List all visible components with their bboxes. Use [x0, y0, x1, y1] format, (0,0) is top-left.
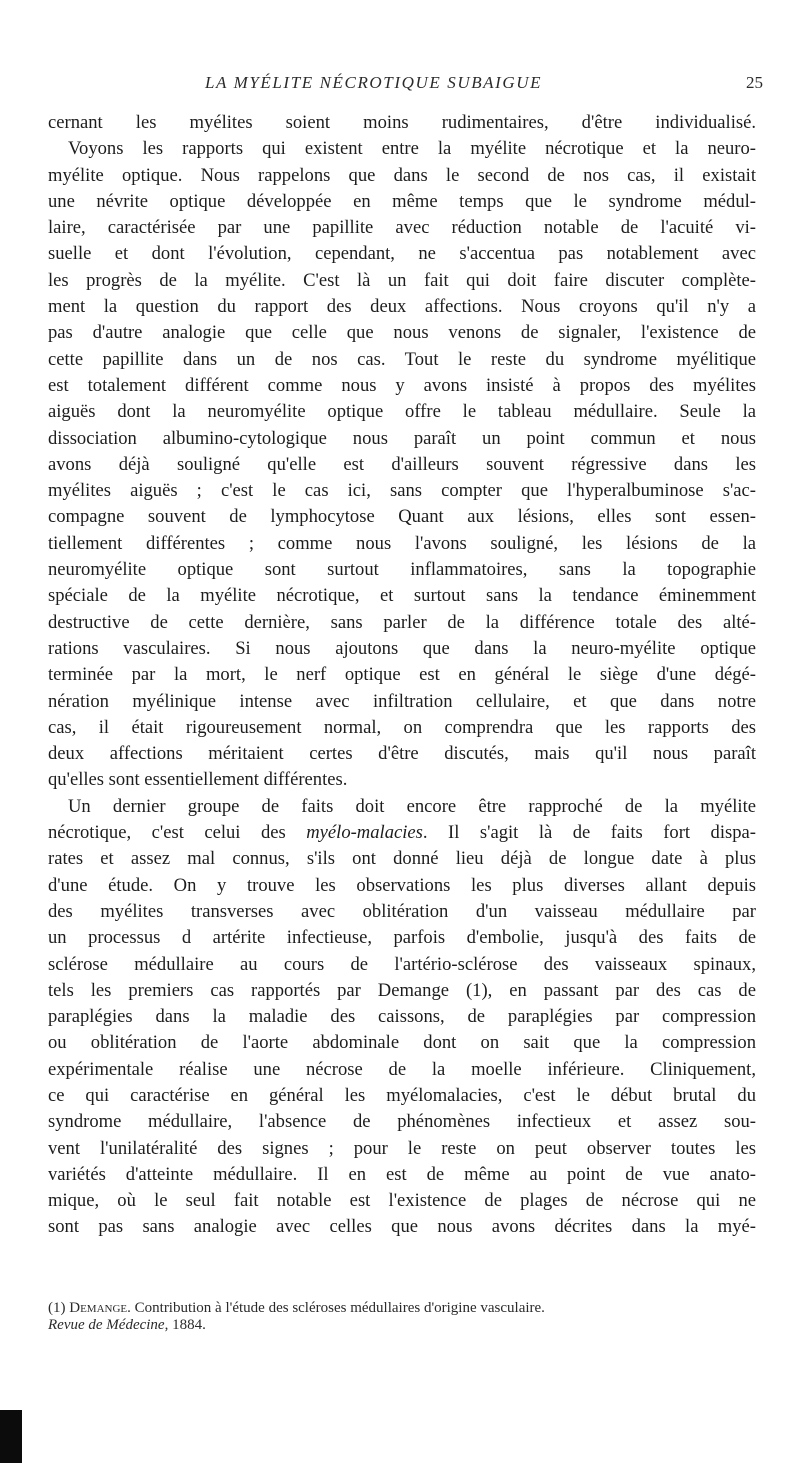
footnote: [48, 1300, 758, 1334]
text-line: paraplégies dans la maladie des caissons, de paraplégies par compression: [48, 1006, 756, 1028]
text-segment: . Il s'agit là de faits fort dispa-: [422, 822, 756, 844]
text-line: est totalement différent comme nous y avons insisté à propos des myélites: [48, 374, 756, 396]
text-line-with-term: [48, 820, 756, 846]
text-line: laire, caractérisée par une papillite avec réduction notable de l'acuité vi-: [48, 217, 756, 239]
text-segment: nécrotique, c'est celui des: [48, 822, 286, 844]
footnote-line: [48, 1300, 758, 1317]
text-line: des myélites transverses avec oblitération d'un vaisseau médullaire par: [48, 900, 756, 922]
text-line: les progrès de la myélite. C'est là un fait qui doit faire discuter complète-: [48, 269, 756, 291]
text-line: cas, il était rigoureusement normal, on comprendra que les rapports des: [48, 716, 756, 738]
scan-edge-mark: [0, 1410, 22, 1463]
text-line: rates et assez mal connus, s'ils ont donné lieu déjà de longue date à plus: [48, 848, 756, 870]
text-line: Voyons les rapports qui existent entre la myélite nécrotique et la neuro-: [68, 138, 756, 160]
text-line: ou oblitération de l'aorte abdominale dont on sait que la compression: [48, 1032, 756, 1054]
text-line: un processus d artérite infectieuse, parfois d'embolie, jusqu'à des faits de: [48, 927, 756, 949]
text-line: avons déjà souligné qu'elle est d'ailleurs souvent régressive dans les: [48, 453, 756, 475]
text-line: pas d'autre analogie que celle que nous venons de signaler, l'existence de: [48, 322, 756, 344]
text-line: neuromyélite optique sont surtout inflammatoires, sans la topographie: [48, 559, 756, 581]
running-head: [0, 73, 800, 97]
text-line: mique, où le seul fait notable est l'existence de plages de nécrose qui ne: [48, 1190, 756, 1212]
body-text: [48, 110, 756, 1241]
text-line: qu'elles sont essentiellement différentes.: [48, 769, 348, 791]
text-line: ment la question du rapport des deux affections. Nous croyons qu'il n'y a: [48, 296, 756, 318]
footnote-year: , 1884.: [164, 1317, 206, 1333]
text-line: Un dernier groupe de faits doit encore être rapproché de la myélite: [68, 795, 756, 817]
text-line: nération myélinique intense avec infiltration cellulaire, et que dans notre: [48, 690, 756, 712]
text-line: myélite optique. Nous rappelons que dans le second de nos cas, il existait: [48, 164, 756, 186]
text-line: aiguës dont la neuromyélite optique offre le tableau médullaire. Seule la: [48, 401, 756, 423]
text-line: destructive de cette dernière, sans parler de la différence totale des alté-: [48, 611, 756, 633]
text-line: compagne souvent de lymphocytose Quant aux lésions, elles sont essen-: [48, 506, 756, 528]
text-line: myélites aiguës ; c'est le cas ici, sans compter que l'hyperalbuminose s'ac-: [48, 480, 756, 502]
italic-term: myélo-malacies: [306, 822, 423, 844]
text-line: suelle et dont l'évolution, cependant, ne s'accentua pas notablement avec: [48, 243, 756, 265]
paragraph-1: [48, 110, 756, 794]
footnote-marker: (1): [48, 1300, 66, 1316]
text-line: tels les premiers cas rapportés par Demange (1), en passant par des cas de: [48, 979, 756, 1001]
text-line: tiellement différentes ; comme nous l'avons souligné, les lésions de la: [48, 532, 756, 554]
text-line: cernant les myélites soient moins rudimentaires, d'être individualisé.: [48, 112, 756, 133]
text-line: vent l'unilatéralité des signes ; pour le reste on peut observer toutes les: [48, 1137, 756, 1159]
text-line: d'une étude. On y trouve les observations les plus diverses allant depuis: [48, 874, 756, 896]
text-line: dissociation albumino-cytologique nous paraît un point commun et nous: [48, 427, 756, 449]
text-line: cette papillite dans un de nos cas. Tout le reste du syndrome myélitique: [48, 348, 756, 370]
page-number: 25: [746, 73, 763, 92]
text-line: rations vasculaires. Si nous ajoutons que dans la neuro-myélite optique: [48, 637, 756, 659]
paragraph-2: [48, 794, 756, 1241]
text-line: deux affections méritaient certes d'être discutés, mais qu'il nous paraît: [48, 743, 756, 765]
footnote-journal: Revue de Médecine: [48, 1317, 165, 1333]
footnote-author: Demange: [69, 1300, 128, 1316]
running-title: LA MYÉLITE NÉCROTIQUE SUBAIGUE: [205, 73, 543, 92]
text-line: sont pas sans analogie avec celles que nous avons décrites dans la myé-: [48, 1216, 756, 1238]
footnote-text: . Contribution à l'étude des scléroses médullaires d'origine vasculaire.: [127, 1300, 545, 1316]
text-line: expérimentale réalise une nécrose de la moelle inférieure. Cliniquement,: [48, 1058, 756, 1080]
text-line: ce qui caractérise en général les myélomalacies, c'est le début brutal du: [48, 1084, 756, 1106]
text-line: spéciale de la myélite nécrotique, et surtout sans la tendance éminemment: [48, 585, 756, 607]
text-line: une névrite optique développée en même temps que le syndrome médul-: [48, 190, 756, 212]
text-line: syndrome médullaire, l'absence de phénomènes infectieux et assez sou-: [48, 1111, 756, 1133]
text-line: variétés d'atteinte médullaire. Il en est de même au point de vue anato-: [48, 1163, 756, 1185]
text-line: terminée par la mort, le nerf optique est en général le siège d'une dégé-: [48, 664, 756, 686]
footnote-line: [48, 1317, 758, 1334]
text-line: sclérose médullaire au cours de l'artério-sclérose des vaisseaux spinaux,: [48, 953, 756, 975]
